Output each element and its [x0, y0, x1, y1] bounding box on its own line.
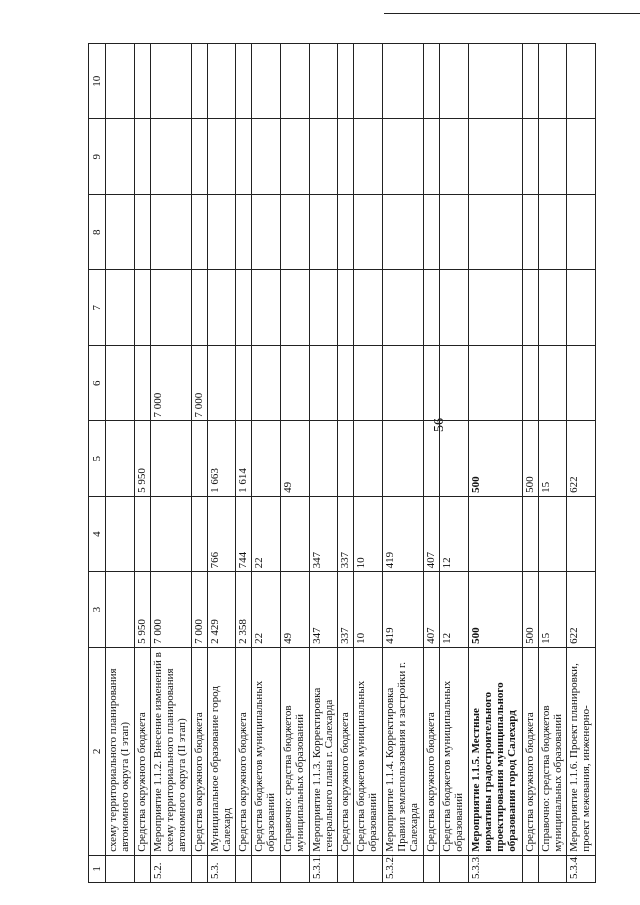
- cell-col-4: 744: [236, 496, 252, 571]
- cell-col-7: [338, 270, 354, 345]
- cell-col-6: 7 000: [150, 345, 191, 420]
- cell-col-6: [309, 345, 338, 420]
- row-name: Средства окружного бюджета: [236, 647, 252, 855]
- column-header-3: 3: [89, 572, 106, 647]
- row-name: Мероприятие 1.1.4. Корректировка Правил землепользования и застройки г. Салехарда: [382, 647, 423, 855]
- cell-col-3: 12: [440, 572, 469, 647]
- cell-col-6: [424, 345, 440, 420]
- cell-col-8: [134, 194, 150, 269]
- cell-col-5: [424, 421, 440, 496]
- row-code: [106, 855, 135, 882]
- row-name: Справочно: средства бюджетов муниципальных образований: [280, 647, 309, 855]
- cell-col-8: [309, 194, 338, 269]
- cell-col-3: 22: [252, 572, 281, 647]
- column-header-1: 1: [89, 855, 106, 882]
- row-code: [191, 855, 207, 882]
- cell-col-6: [538, 345, 567, 420]
- table-row: [252, 44, 281, 883]
- table-body: [106, 44, 596, 883]
- cell-col-10: [106, 44, 135, 120]
- table-row: [150, 44, 191, 883]
- cell-col-9: [567, 119, 596, 194]
- cell-col-10: [236, 44, 252, 120]
- cell-col-7: [236, 270, 252, 345]
- cell-col-9: [354, 119, 383, 194]
- cell-col-6: [280, 345, 309, 420]
- row-name: Мероприятие 1.1.6. Проект планировки, проект межевания, инженерно-: [567, 647, 596, 855]
- cell-col-3: 10: [354, 572, 383, 647]
- cell-col-6: 7 000: [191, 345, 207, 420]
- table-row: [134, 44, 150, 883]
- cell-col-10: [522, 44, 538, 120]
- cell-col-4: [522, 496, 538, 571]
- cell-col-5: [338, 421, 354, 496]
- cell-col-5: [150, 421, 191, 496]
- cell-col-3: [106, 572, 135, 647]
- cell-col-3: 419: [382, 572, 423, 647]
- cell-col-7: [252, 270, 281, 345]
- cell-col-5: [354, 421, 383, 496]
- cell-col-10: [134, 44, 150, 120]
- table-row: [382, 44, 423, 883]
- cell-col-6: [134, 345, 150, 420]
- cell-col-9: [106, 119, 135, 194]
- cell-col-10: [354, 44, 383, 120]
- cell-col-9: [338, 119, 354, 194]
- cell-col-4: [468, 496, 522, 571]
- column-header-10: 10: [89, 44, 106, 120]
- row-code: 5.2.: [150, 855, 191, 882]
- row-code: 5.3.: [207, 855, 236, 882]
- row-name: Средства бюджетов муниципальных образований: [354, 647, 383, 855]
- column-header-5: 5: [89, 421, 106, 496]
- column-header-4: 4: [89, 496, 106, 571]
- table-row: [354, 44, 383, 883]
- table-row: [538, 44, 567, 883]
- cell-col-8: [354, 194, 383, 269]
- row-code: 5.3.2.: [382, 855, 423, 882]
- row-code: 5.3.3.: [468, 855, 522, 882]
- cell-col-4: [134, 496, 150, 571]
- cell-col-7: [191, 270, 207, 345]
- row-name: Справочно: средства бюджетов муниципальных образований: [538, 647, 567, 855]
- cell-col-10: [567, 44, 596, 120]
- column-header-6: 6: [89, 345, 106, 420]
- cell-col-9: [538, 119, 567, 194]
- cell-col-6: [106, 345, 135, 420]
- cell-col-7: [134, 270, 150, 345]
- cell-col-9: [382, 119, 423, 194]
- cell-col-5: 500: [468, 421, 522, 496]
- table-row: [207, 44, 236, 883]
- table-row: [191, 44, 207, 883]
- cell-col-8: [440, 194, 469, 269]
- cell-col-4: [567, 496, 596, 571]
- cell-col-6: [468, 345, 522, 420]
- cell-col-3: 347: [309, 572, 338, 647]
- row-name: Мероприятие 1.1.2. Внесение изменений в схему территориального планирования автономного округа (II этап): [150, 647, 191, 855]
- cell-col-4: 337: [338, 496, 354, 571]
- cell-col-4: [150, 496, 191, 571]
- cell-col-4: 12: [440, 496, 469, 571]
- table-row: [106, 44, 135, 883]
- cell-col-7: [538, 270, 567, 345]
- cell-col-3: 49: [280, 572, 309, 647]
- cell-col-6: [522, 345, 538, 420]
- row-code: [354, 855, 383, 882]
- table-row: [338, 44, 354, 883]
- row-name: Средства бюджетов муниципальных образований: [440, 647, 469, 855]
- cell-col-10: [382, 44, 423, 120]
- cell-col-7: [150, 270, 191, 345]
- cell-col-8: [424, 194, 440, 269]
- table-header-row: [89, 44, 106, 883]
- cell-col-9: [236, 119, 252, 194]
- cell-col-5: [106, 421, 135, 496]
- column-header-9: 9: [89, 119, 106, 194]
- cell-col-7: [522, 270, 538, 345]
- cell-col-10: [191, 44, 207, 120]
- cell-col-10: [468, 44, 522, 120]
- column-header-7: 7: [89, 270, 106, 345]
- cell-col-3: 7 000: [191, 572, 207, 647]
- cell-col-6: [354, 345, 383, 420]
- cell-col-8: [567, 194, 596, 269]
- cell-col-10: [207, 44, 236, 120]
- cell-col-5: [191, 421, 207, 496]
- row-name: Мероприятие 1.1.5. Местные нормативы градостроительного проектирования муниципального образования город Салехард: [468, 647, 522, 855]
- rotated-table-container: [88, 43, 596, 883]
- cell-col-4: 407: [424, 496, 440, 571]
- page-number: 56: [432, 418, 447, 432]
- cell-col-5: 622: [567, 421, 596, 496]
- cell-col-7: [106, 270, 135, 345]
- cell-col-8: [522, 194, 538, 269]
- row-name: Средства бюджетов муниципальных образований: [252, 647, 281, 855]
- cell-col-3: 5 950: [134, 572, 150, 647]
- cell-col-8: [280, 194, 309, 269]
- cell-col-9: [440, 119, 469, 194]
- table-row: [424, 44, 440, 883]
- row-code: 5.3.1.: [309, 855, 338, 882]
- cell-col-7: [309, 270, 338, 345]
- cell-col-3: 407: [424, 572, 440, 647]
- column-header-2: 2: [89, 647, 106, 855]
- cell-col-6: [252, 345, 281, 420]
- cell-col-10: [338, 44, 354, 120]
- row-name: Средства окружного бюджета: [424, 647, 440, 855]
- row-name: Средства окружного бюджета: [134, 647, 150, 855]
- row-name: схему территориального планирования автономного округа (I этап): [106, 647, 135, 855]
- row-code: [236, 855, 252, 882]
- cell-col-8: [191, 194, 207, 269]
- row-name: Муниципальное образование город Салехард: [207, 647, 236, 855]
- cell-col-8: [150, 194, 191, 269]
- cell-col-5: [440, 421, 469, 496]
- cell-col-3: 7 000: [150, 572, 191, 647]
- row-code: [424, 855, 440, 882]
- cell-col-9: [134, 119, 150, 194]
- cell-col-5: 500: [522, 421, 538, 496]
- cell-col-9: [191, 119, 207, 194]
- cell-col-6: [382, 345, 423, 420]
- cell-col-9: [150, 119, 191, 194]
- cell-col-3: 2 429: [207, 572, 236, 647]
- cell-col-3: 15: [538, 572, 567, 647]
- cell-col-4: [538, 496, 567, 571]
- cell-col-4: 347: [309, 496, 338, 571]
- cell-col-8: [207, 194, 236, 269]
- cell-col-9: [309, 119, 338, 194]
- cell-col-7: [382, 270, 423, 345]
- table-row: [280, 44, 309, 883]
- cell-col-10: [280, 44, 309, 120]
- table-row: [236, 44, 252, 883]
- cell-col-6: [338, 345, 354, 420]
- cell-col-4: [106, 496, 135, 571]
- cell-col-10: [252, 44, 281, 120]
- cell-col-7: [424, 270, 440, 345]
- cell-col-5: [382, 421, 423, 496]
- cell-col-7: [207, 270, 236, 345]
- cell-col-5: [252, 421, 281, 496]
- cell-col-5: 49: [280, 421, 309, 496]
- cell-col-6: [236, 345, 252, 420]
- cell-col-6: [207, 345, 236, 420]
- cell-col-4: [191, 496, 207, 571]
- cell-col-10: [309, 44, 338, 120]
- cell-col-5: 15: [538, 421, 567, 496]
- cell-col-4: [280, 496, 309, 571]
- cell-col-3: 2 358: [236, 572, 252, 647]
- cell-col-3: 500: [522, 572, 538, 647]
- cell-col-3: 622: [567, 572, 596, 647]
- column-header-8: 8: [89, 194, 106, 269]
- table-row: [440, 44, 469, 883]
- cell-col-3: 337: [338, 572, 354, 647]
- cell-col-5: 1 663: [207, 421, 236, 496]
- row-name: Средства окружного бюджета: [522, 647, 538, 855]
- cell-col-4: 766: [207, 496, 236, 571]
- budget-table: [88, 43, 596, 883]
- cell-col-5: 1 614: [236, 421, 252, 496]
- cell-col-9: [468, 119, 522, 194]
- row-name: Средства окружного бюджета: [338, 647, 354, 855]
- cell-col-8: [252, 194, 281, 269]
- cell-col-8: [382, 194, 423, 269]
- row-code: 5.3.4.: [567, 855, 596, 882]
- cell-col-5: 5 950: [134, 421, 150, 496]
- cell-col-10: [424, 44, 440, 120]
- table-row: [309, 44, 338, 883]
- table-row: [522, 44, 538, 883]
- cell-col-7: [354, 270, 383, 345]
- cell-col-9: [280, 119, 309, 194]
- row-code: [134, 855, 150, 882]
- cell-col-8: [338, 194, 354, 269]
- cell-col-8: [106, 194, 135, 269]
- row-code: [338, 855, 354, 882]
- row-code: [538, 855, 567, 882]
- cell-col-6: [440, 345, 469, 420]
- cell-col-8: [236, 194, 252, 269]
- table-row: [567, 44, 596, 883]
- top-rule: [384, 13, 640, 14]
- cell-col-7: [468, 270, 522, 345]
- cell-col-10: [538, 44, 567, 120]
- cell-col-7: [280, 270, 309, 345]
- cell-col-8: [538, 194, 567, 269]
- cell-col-5: [309, 421, 338, 496]
- cell-col-4: 10: [354, 496, 383, 571]
- row-code: [522, 855, 538, 882]
- cell-col-10: [150, 44, 191, 120]
- cell-col-6: [567, 345, 596, 420]
- cell-col-4: 419: [382, 496, 423, 571]
- cell-col-3: 500: [468, 572, 522, 647]
- row-code: [440, 855, 469, 882]
- cell-col-9: [522, 119, 538, 194]
- cell-col-9: [207, 119, 236, 194]
- cell-col-4: 22: [252, 496, 281, 571]
- row-name: Средства окружного бюджета: [191, 647, 207, 855]
- cell-col-8: [468, 194, 522, 269]
- table-row: [468, 44, 522, 883]
- row-name: Мероприятие 1.1.3. Корректировка генерального плана г. Салехарда: [309, 647, 338, 855]
- row-code: [280, 855, 309, 882]
- row-code: [252, 855, 281, 882]
- cell-col-10: [440, 44, 469, 120]
- cell-col-9: [424, 119, 440, 194]
- cell-col-7: [440, 270, 469, 345]
- cell-col-7: [567, 270, 596, 345]
- cell-col-9: [252, 119, 281, 194]
